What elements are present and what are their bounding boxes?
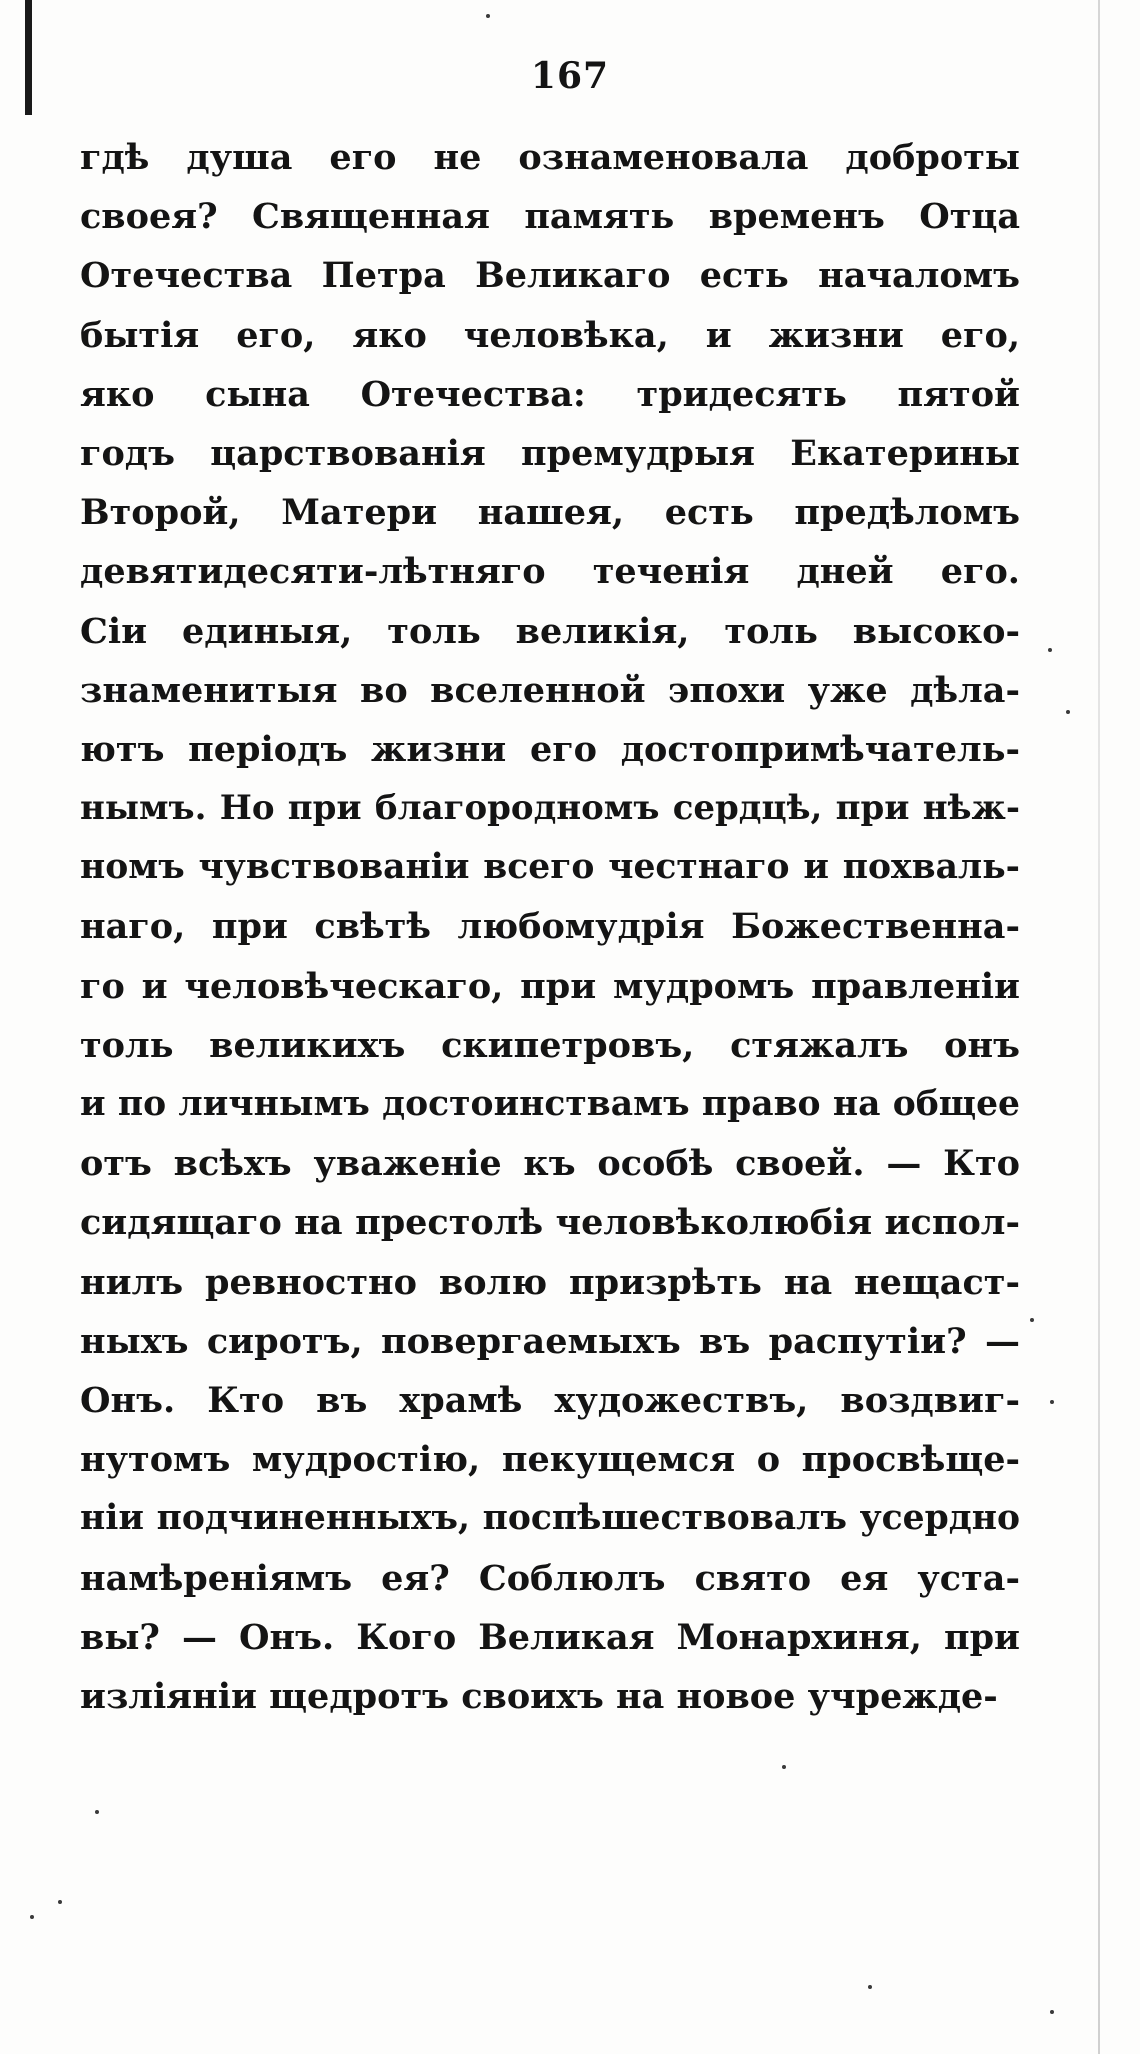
text-line: Сіи единыя, толь великія, толь высоко-: [80, 610, 1020, 652]
text-line: Отечества Петра Великаго есть началомъ: [80, 255, 1020, 297]
text-line: ютъ періодъ жизни его достопримѣчатель-: [80, 728, 1020, 770]
text-line: нутомъ мудростію, пекущемся о просвѣще-: [80, 1439, 1020, 1481]
text-line: вы? — Онъ. Кого Великая Монархиня, при: [80, 1616, 1020, 1658]
text-line: девятидесяти-лѣтняго теченія дней его.: [80, 551, 1020, 593]
page-number: 167: [530, 55, 610, 97]
text-line: годъ царствованія премудрыя Екатерины: [80, 432, 1020, 474]
text-line: намѣреніямъ ея? Соблюлъ свято ея уста-: [80, 1557, 1020, 1599]
text-line: знаменитыя во вселенной эпохи уже дѣла-: [80, 669, 1020, 711]
scan-speck: [1050, 2010, 1054, 2014]
scan-edge-right: [1098, 0, 1100, 2054]
scan-speck: [1030, 1318, 1034, 1322]
scan-speck: [1050, 1400, 1054, 1404]
text-line: сидящаго на престолѣ человѣколюбія испол-: [80, 1202, 1020, 1244]
text-line: толь великихъ скипетровъ, стяжалъ онъ: [80, 1024, 1020, 1066]
scan-speck: [30, 1915, 34, 1919]
text-line: нымъ. Но при благородномъ сердцѣ, при нѣж-: [80, 788, 1020, 829]
body-text: [80, 128, 1020, 1726]
text-line: яко сына Отечества: тридесять пятой: [80, 373, 1020, 415]
text-line: го и человѣческаго, при мудромъ правленіи: [80, 965, 1020, 1007]
text-line: ныхъ сиротъ, повергаемыхъ въ распутіи? —: [80, 1320, 1020, 1362]
scan-speck: [95, 1810, 99, 1814]
scan-speck: [1066, 710, 1070, 714]
scan-speck: [486, 14, 490, 18]
text-line: наго, при свѣтѣ любомудрія Божественна-: [80, 906, 1020, 948]
text-line: Второй, Матери нашея, есть предѣломъ: [80, 492, 1020, 534]
text-line: номъ чувствованіи всего честнаго и похваль-: [80, 847, 1020, 888]
scan-speck: [1048, 648, 1052, 652]
text-line: изліяніи щедротъ своихъ на новое учрежде-: [80, 1675, 998, 1717]
text-line: и по личнымъ достоинствамъ право на общее: [80, 1084, 1020, 1124]
text-line: ніи подчиненныхъ, поспѣшествовалъ усердно: [80, 1498, 1020, 1539]
scan-speck: [868, 1985, 872, 1989]
scan-speck: [782, 1765, 786, 1769]
text-line: гдѣ душа его не ознаменовала доброты: [80, 137, 1020, 178]
text-line: нилъ ревностно волю призрѣть на нещаст-: [80, 1261, 1020, 1303]
scan-speck: [58, 1900, 62, 1904]
text-line: бытія его, яко человѣка, и жизни его,: [80, 314, 1020, 356]
text-line: Онъ. Кто въ храмѣ художествъ, воздвиг-: [80, 1379, 1020, 1421]
text-line: отъ всѣхъ уваженіе къ особѣ своей. — Кто: [80, 1143, 1020, 1185]
text-line: своея? Священная память временъ Отца: [80, 196, 1020, 238]
